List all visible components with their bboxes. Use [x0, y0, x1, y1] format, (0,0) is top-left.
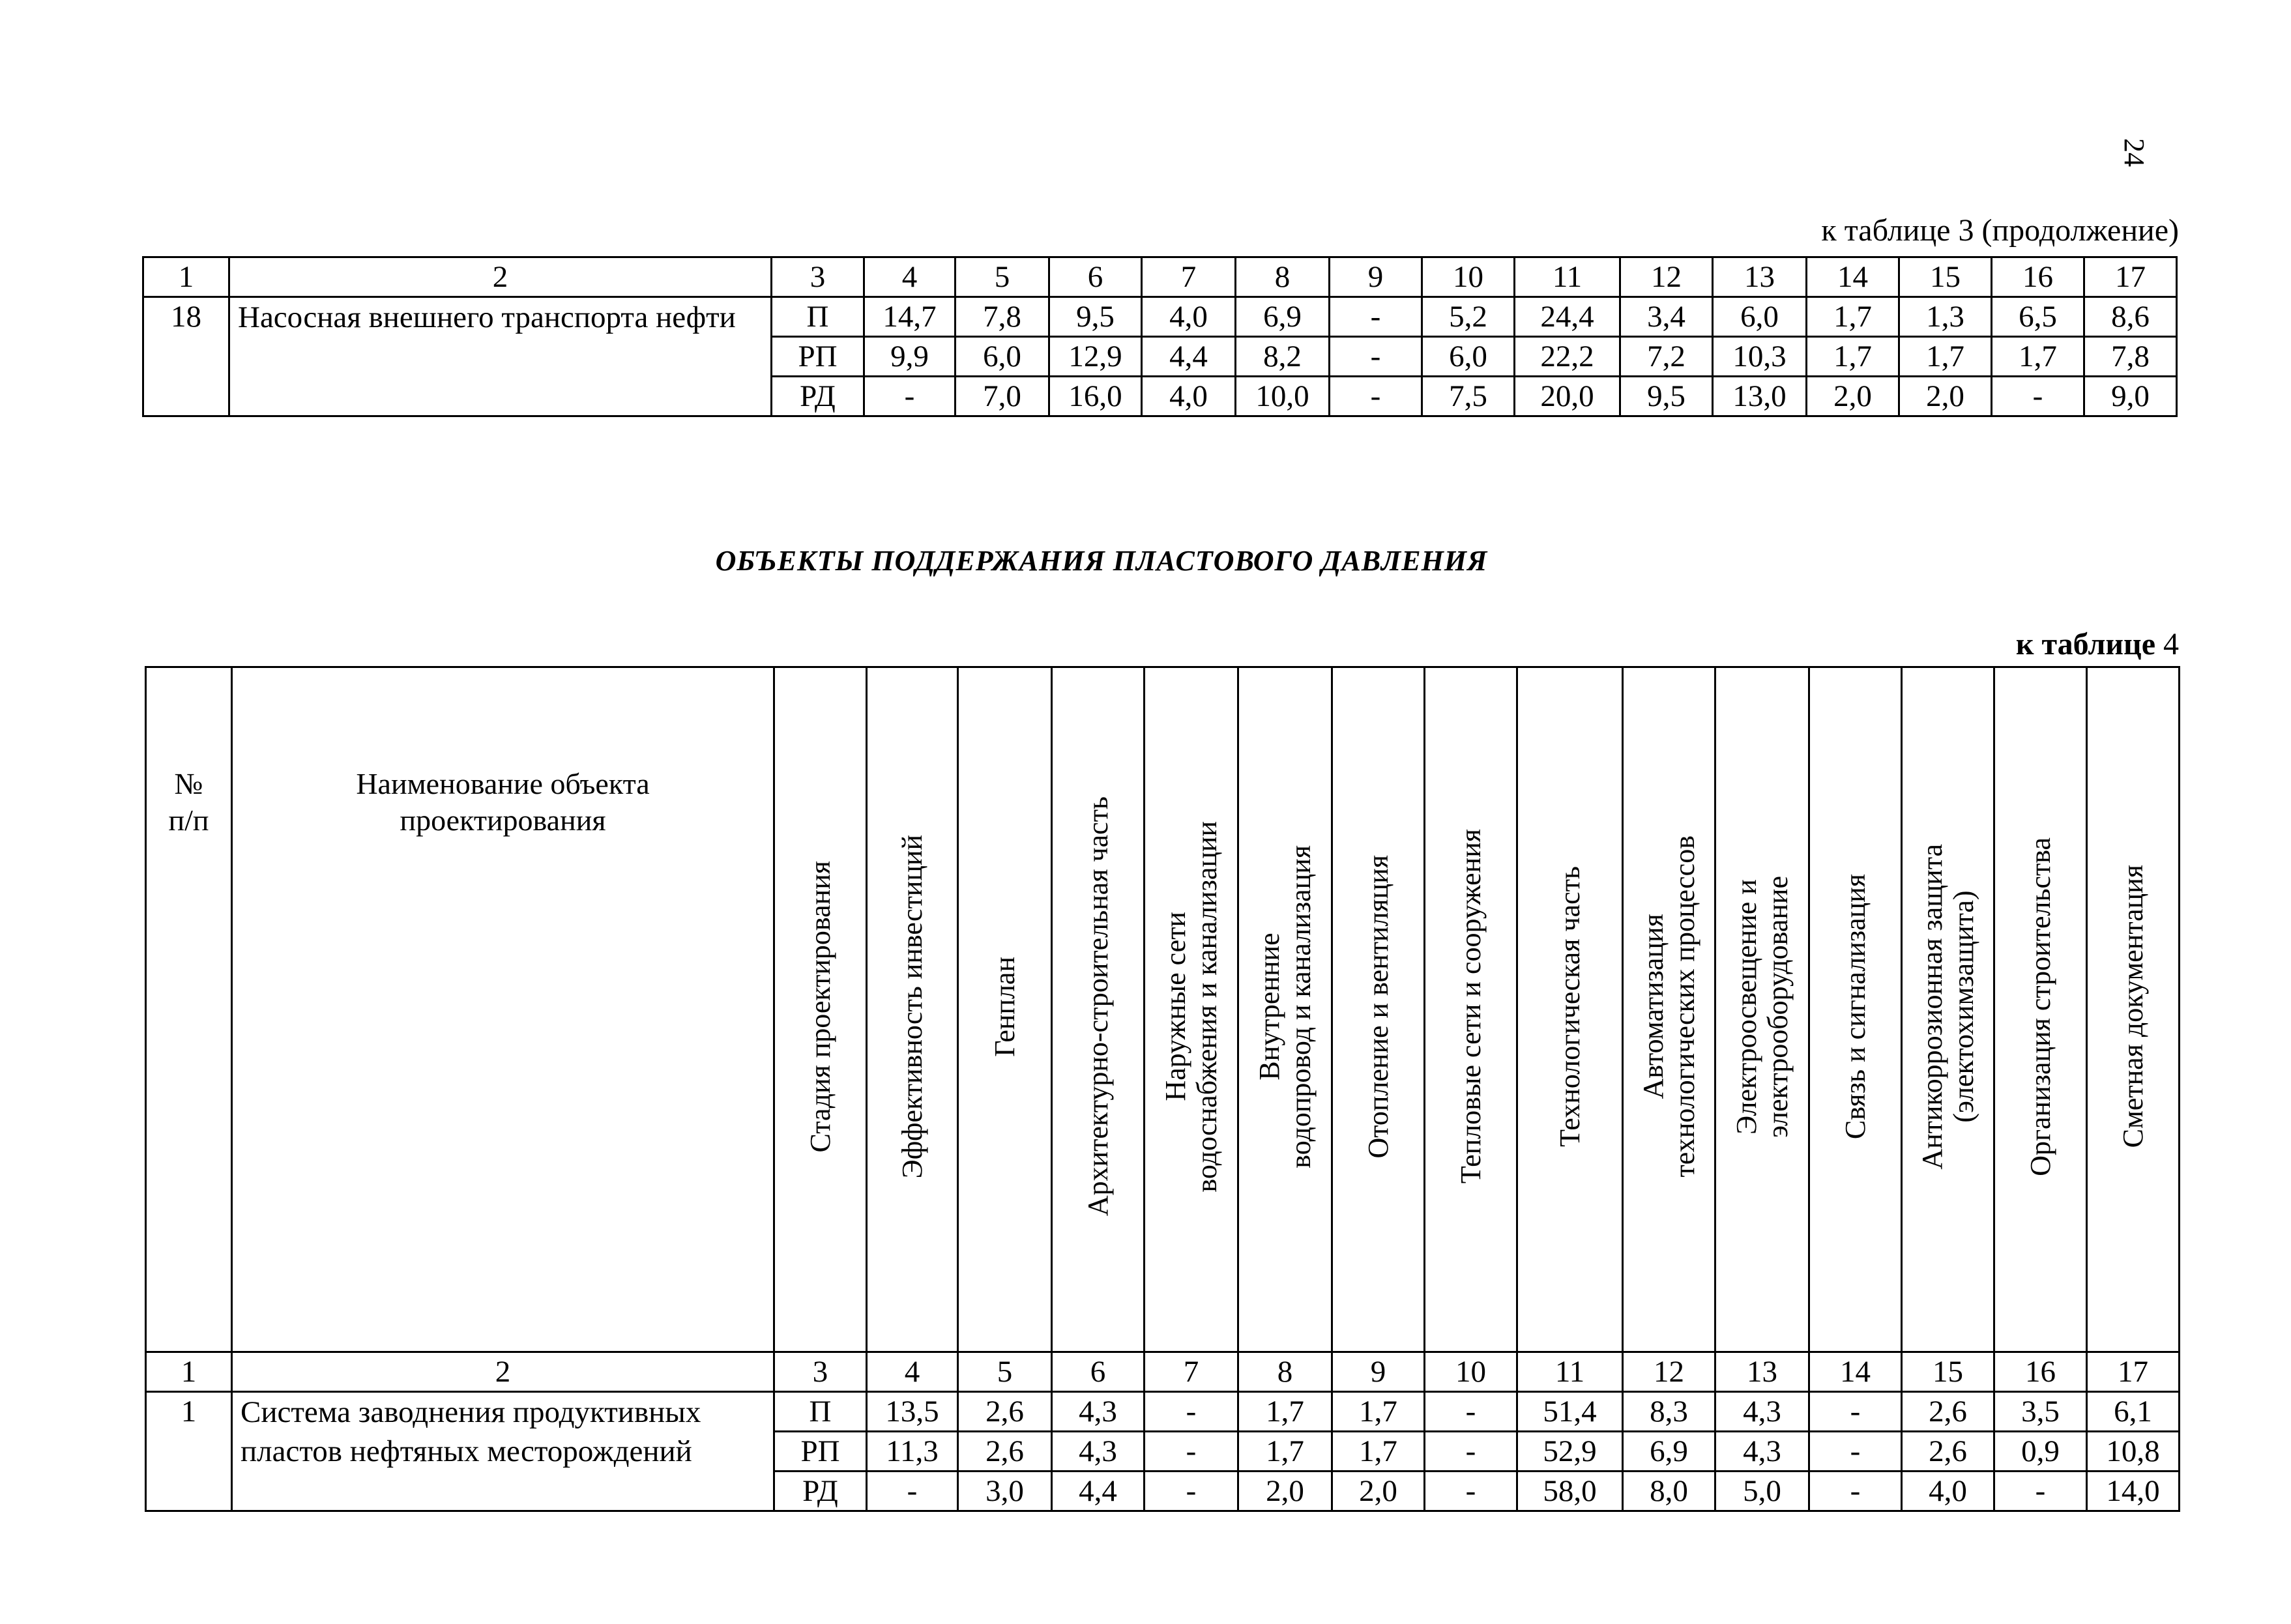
- value-cell: 1,7: [1332, 1432, 1425, 1472]
- value-cell: 9,5: [1620, 377, 1713, 416]
- header-column-cell: [1994, 667, 2087, 1352]
- column-number-cell: 2: [229, 257, 772, 297]
- value-cell: -: [1809, 1392, 1902, 1432]
- stage-cell: П: [774, 1392, 867, 1432]
- value-cell: 7,0: [956, 377, 1049, 416]
- value-cell: 52,9: [1517, 1432, 1623, 1472]
- value-cell: 4,0: [1902, 1472, 1994, 1511]
- value-cell: -: [1330, 337, 1422, 377]
- object-name: Система заводнения продуктивных пластов нефтяных месторождений: [232, 1392, 774, 1511]
- value-cell: -: [1145, 1432, 1238, 1472]
- column-number-cell: 9: [1332, 1352, 1425, 1392]
- value-cell: -: [1809, 1472, 1902, 1511]
- value-cell: 4,3: [1052, 1432, 1145, 1472]
- header-column-label: Генплан: [988, 956, 1021, 1057]
- value-cell: 24,4: [1515, 297, 1620, 337]
- value-cell: 2,6: [958, 1392, 1052, 1432]
- header-column-cell: [1238, 667, 1332, 1352]
- table3-continuation: [142, 256, 2178, 417]
- value-cell: 14,0: [2087, 1472, 2180, 1511]
- column-number-cell: 13: [1713, 257, 1807, 297]
- header-column-label: Сметная документация: [2116, 865, 2149, 1148]
- value-cell: -: [1425, 1392, 1517, 1432]
- value-cell: 4,0: [1142, 297, 1236, 337]
- column-number-cell: 12: [1623, 1352, 1715, 1392]
- value-cell: 9,9: [864, 337, 956, 377]
- column-number-cell: 14: [1809, 1352, 1902, 1392]
- value-cell: 51,4: [1517, 1392, 1623, 1432]
- header-column-label: Организация строительства: [2024, 837, 2056, 1176]
- value-cell: 7,5: [1422, 377, 1515, 416]
- stage-cell: П: [772, 297, 864, 337]
- column-number-cell: 13: [1715, 1352, 1809, 1392]
- value-cell: 6,9: [1623, 1432, 1715, 1472]
- column-number-cell: 17: [2084, 257, 2177, 297]
- value-cell: 1,7: [1807, 297, 1899, 337]
- value-cell: -: [1425, 1472, 1517, 1511]
- value-cell: 3,4: [1620, 297, 1713, 337]
- header-column-label: Отопление и вентиляция: [1362, 854, 1394, 1159]
- table4-caption-number: 4: [2155, 627, 2179, 661]
- header-column-cell: [1715, 667, 1809, 1352]
- header-num: № п/п: [146, 667, 232, 1352]
- value-cell: 6,0: [956, 337, 1049, 377]
- column-number-cell: 16: [1994, 1352, 2087, 1392]
- value-cell: 2,0: [1238, 1472, 1332, 1511]
- table3-column-numbers-row: [143, 257, 2177, 297]
- column-number-cell: 15: [1899, 257, 1992, 297]
- value-cell: 9,0: [2084, 377, 2177, 416]
- header-column-cell: [774, 667, 867, 1352]
- value-cell: 20,0: [1515, 377, 1620, 416]
- value-cell: 4,4: [1142, 337, 1236, 377]
- value-cell: 2,6: [1902, 1392, 1994, 1432]
- header-column-cell: [1425, 667, 1517, 1352]
- value-cell: 10,8: [2087, 1432, 2180, 1472]
- column-number-cell: 15: [1902, 1352, 1994, 1392]
- header-column-label: Эффективность инвестиций: [896, 834, 928, 1179]
- header-column-cell: [958, 667, 1052, 1352]
- value-cell: 4,0: [1142, 377, 1236, 416]
- header-column-label: Тепловые сети и сооружения: [1454, 829, 1487, 1184]
- value-cell: -: [1330, 377, 1422, 416]
- value-cell: 13,0: [1713, 377, 1807, 416]
- header-column-label: Архитектурно-строительная часть: [1081, 796, 1114, 1217]
- section-title: ОБЪЕКТЫ ПОДДЕРЖАНИЯ ПЛАСТОВОГО ДАВЛЕНИЯ: [715, 545, 1488, 577]
- header-object-name: Наименование объекта проектирования: [232, 667, 774, 1352]
- value-cell: 22,2: [1515, 337, 1620, 377]
- column-number-cell: 3: [772, 257, 864, 297]
- value-cell: 6,0: [1422, 337, 1515, 377]
- header-column-label: Связь и сигнализация: [1839, 873, 1871, 1140]
- column-number-cell: 11: [1517, 1352, 1623, 1392]
- table4-caption-text: к таблице: [2015, 627, 2155, 661]
- value-cell: 4,3: [1715, 1392, 1809, 1432]
- value-cell: 4,3: [1715, 1432, 1809, 1472]
- value-cell: 4,4: [1052, 1472, 1145, 1511]
- header-column-cell: [867, 667, 958, 1352]
- value-cell: 11,3: [867, 1432, 958, 1472]
- value-cell: 7,8: [956, 297, 1049, 337]
- value-cell: -: [1992, 377, 2084, 416]
- table4-caption: [2016, 629, 2179, 660]
- value-cell: -: [1994, 1472, 2087, 1511]
- column-number-cell: 3: [774, 1352, 867, 1392]
- column-number-cell: 17: [2087, 1352, 2180, 1392]
- column-number-cell: 4: [864, 257, 956, 297]
- table3-caption: к таблице 3 (продолжение): [1821, 213, 2179, 248]
- value-cell: 3,5: [1994, 1392, 2087, 1432]
- value-cell: -: [864, 377, 956, 416]
- object-name: Насосная внешнего транспорта нефти: [229, 297, 772, 416]
- header-column-label: Антикоррозионная защита (электохимзащита): [1916, 843, 1979, 1170]
- value-cell: 3,0: [958, 1472, 1052, 1511]
- header-column-cell: [2087, 667, 2180, 1352]
- column-number-cell: 1: [143, 257, 229, 297]
- value-cell: 12,9: [1049, 337, 1142, 377]
- header-column-label: Электроосвещение и электрооборудование: [1730, 875, 1794, 1138]
- column-number-cell: 16: [1992, 257, 2084, 297]
- value-cell: 14,7: [864, 297, 956, 337]
- value-cell: 1,7: [1238, 1392, 1332, 1432]
- column-number-cell: 6: [1049, 257, 1142, 297]
- stage-cell: РП: [772, 337, 864, 377]
- value-cell: -: [867, 1472, 958, 1511]
- value-cell: 8,3: [1623, 1392, 1715, 1432]
- row-number: 18: [143, 297, 229, 416]
- value-cell: 1,7: [1807, 337, 1899, 377]
- table4-row-1: [146, 1392, 2180, 1432]
- header-column-label: Автоматизация технологических процессов: [1637, 835, 1700, 1178]
- value-cell: -: [1425, 1432, 1517, 1472]
- column-number-cell: 4: [867, 1352, 958, 1392]
- header-column-label: Наружные сети водоснабжения и канализации: [1159, 820, 1223, 1193]
- column-number-cell: 8: [1236, 257, 1330, 297]
- value-cell: 6,1: [2087, 1392, 2180, 1432]
- value-cell: 6,0: [1713, 297, 1807, 337]
- column-number-cell: 1: [146, 1352, 232, 1392]
- column-number-cell: 11: [1515, 257, 1620, 297]
- value-cell: 10,3: [1713, 337, 1807, 377]
- header-column-label: Внутренние водопровод и канализация: [1253, 845, 1317, 1168]
- value-cell: 13,5: [867, 1392, 958, 1432]
- header-column-label: Технологическая часть: [1553, 866, 1586, 1147]
- value-cell: 6,5: [1992, 297, 2084, 337]
- stage-cell: РД: [772, 377, 864, 416]
- column-number-cell: 9: [1330, 257, 1422, 297]
- value-cell: 1,7: [1899, 337, 1992, 377]
- value-cell: 5,2: [1422, 297, 1515, 337]
- value-cell: 7,8: [2084, 337, 2177, 377]
- header-column-cell: [1517, 667, 1623, 1352]
- header-column-cell: [1052, 667, 1145, 1352]
- value-cell: 2,0: [1807, 377, 1899, 416]
- header-column-label: Стадия проектирования: [804, 860, 836, 1153]
- column-number-cell: 5: [958, 1352, 1052, 1392]
- value-cell: 8,6: [2084, 297, 2177, 337]
- column-number-cell: 10: [1422, 257, 1515, 297]
- value-cell: 1,7: [1238, 1432, 1332, 1472]
- value-cell: -: [1809, 1432, 1902, 1472]
- stage-cell: РД: [774, 1472, 867, 1511]
- column-number-cell: 8: [1238, 1352, 1332, 1392]
- column-number-cell: 7: [1145, 1352, 1238, 1392]
- value-cell: 1,7: [1332, 1392, 1425, 1432]
- value-cell: 8,2: [1236, 337, 1330, 377]
- value-cell: 10,0: [1236, 377, 1330, 416]
- value-cell: 1,7: [1992, 337, 2084, 377]
- column-number-cell: 5: [956, 257, 1049, 297]
- value-cell: 8,0: [1623, 1472, 1715, 1511]
- value-cell: 16,0: [1049, 377, 1142, 416]
- table4-header-row: [146, 667, 2180, 1352]
- stage-cell: РП: [774, 1432, 867, 1472]
- value-cell: -: [1145, 1392, 1238, 1432]
- value-cell: -: [1330, 297, 1422, 337]
- value-cell: 2,6: [958, 1432, 1052, 1472]
- column-number-cell: 12: [1620, 257, 1713, 297]
- value-cell: 0,9: [1994, 1432, 2087, 1472]
- header-column-cell: [1145, 667, 1238, 1352]
- value-cell: 4,3: [1052, 1392, 1145, 1432]
- table4-column-numbers-row: [146, 1352, 2180, 1392]
- value-cell: 5,0: [1715, 1472, 1809, 1511]
- value-cell: 1,3: [1899, 297, 1992, 337]
- column-number-cell: 10: [1425, 1352, 1517, 1392]
- value-cell: -: [1145, 1472, 1238, 1511]
- column-number-cell: 6: [1052, 1352, 1145, 1392]
- value-cell: 7,2: [1620, 337, 1713, 377]
- value-cell: 2,0: [1899, 377, 1992, 416]
- page-number: 24: [2118, 138, 2150, 167]
- value-cell: 2,0: [1332, 1472, 1425, 1511]
- value-cell: 9,5: [1049, 297, 1142, 337]
- column-number-cell: 2: [232, 1352, 774, 1392]
- table3-row-18: [143, 297, 2177, 337]
- header-column-cell: [1332, 667, 1425, 1352]
- header-column-cell: [1623, 667, 1715, 1352]
- row-number: 1: [146, 1392, 232, 1511]
- column-number-cell: 14: [1807, 257, 1899, 297]
- table4: [145, 666, 2180, 1512]
- value-cell: 6,9: [1236, 297, 1330, 337]
- header-column-cell: [1902, 667, 1994, 1352]
- column-number-cell: 7: [1142, 257, 1236, 297]
- value-cell: 2,6: [1902, 1432, 1994, 1472]
- header-column-cell: [1809, 667, 1902, 1352]
- value-cell: 58,0: [1517, 1472, 1623, 1511]
